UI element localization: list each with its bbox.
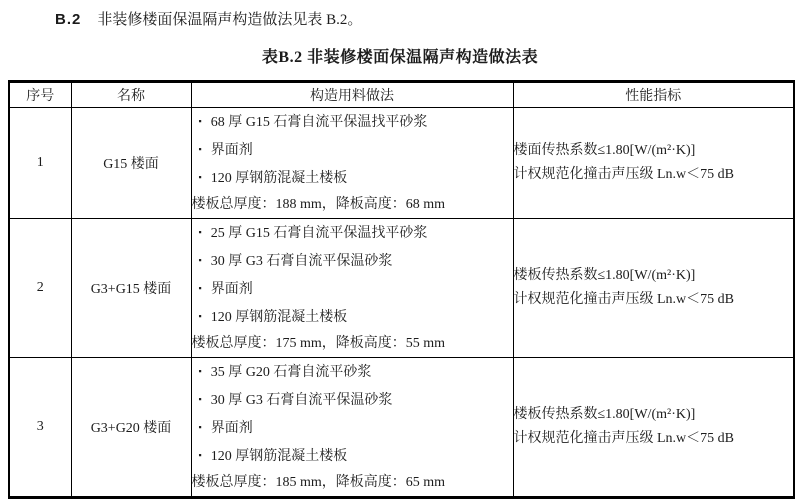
section-number: B.2: [55, 11, 82, 28]
material-line: [192, 414, 513, 442]
bullet-square-icon: ▪: [198, 366, 202, 376]
table-row: [9, 108, 794, 219]
performance-line: 计权规范化撞击声压级 Ln.w＜75 dB: [513, 431, 734, 446]
table-header-row: [9, 82, 794, 108]
cell-floor-name: G3+G20 楼面: [71, 358, 191, 498]
cell-materials: [191, 358, 513, 498]
bullet-square-icon: ▪: [198, 255, 202, 265]
header-cell-materials: 构造用料做法: [191, 82, 513, 108]
material-item: 120 厚钢筋混凝土楼板: [210, 171, 348, 186]
bullet-square-icon: ▪: [198, 227, 202, 237]
bullet-square-icon: ▪: [198, 422, 202, 432]
performance-line: 楼板传热系数≤1.80[W/(m²·K)]: [513, 268, 696, 283]
material-item: 30 厚 G3 石膏自流平保温砂浆: [210, 393, 393, 408]
cell-performance: [513, 108, 794, 219]
header-cell-performance: 性能指标: [513, 82, 794, 108]
bullet-square-icon: ▪: [198, 172, 202, 182]
material-item: 界面剂: [210, 282, 253, 297]
cell-performance: [513, 358, 794, 498]
bullet-square-icon: ▪: [198, 394, 202, 404]
material-line: [192, 136, 513, 164]
cell-row-index: 3: [9, 358, 71, 498]
performance-line: 计权规范化撞击声压级 Ln.w＜75 dB: [513, 292, 734, 307]
cell-row-index: 2: [9, 219, 71, 358]
material-item: 35 厚 G20 石膏自流平砂浆: [210, 365, 372, 380]
section-heading: [55, 8, 362, 29]
cell-floor-name: G3+G15 楼面: [71, 219, 191, 358]
material-item: 界面剂: [210, 421, 253, 436]
section-heading-text: 非装修楼面保温隔声构造做法见表 B.2。: [97, 12, 363, 28]
cell-row-index: 1: [9, 108, 71, 219]
cell-materials: [191, 219, 513, 358]
bullet-square-icon: ▪: [198, 311, 202, 321]
performance-line: 计权规范化撞击声压级 Ln.w＜75 dB: [513, 167, 734, 182]
table-row: [9, 358, 794, 498]
bullet-square-icon: ▪: [198, 144, 202, 154]
material-item: 30 厚 G3 石膏自流平保温砂浆: [210, 254, 393, 269]
material-item: 68 厚 G15 石膏自流平保温找平砂浆: [210, 115, 428, 130]
construction-table: [8, 80, 795, 499]
thickness-summary: 楼板总厚度：185 mm，降板高度：65 mm: [191, 475, 446, 490]
material-line: [192, 247, 513, 275]
performance-line: 楼板传热系数≤1.80[W/(m²·K)]: [513, 407, 696, 422]
material-line: [192, 358, 513, 386]
performance-line: 楼面传热系数≤1.80[W/(m²·K)]: [513, 143, 696, 158]
bullet-square-icon: ▪: [198, 283, 202, 293]
material-item: 界面剂: [210, 143, 253, 158]
material-line: [192, 303, 513, 331]
table-row: [9, 219, 794, 358]
cell-floor-name: G15 楼面: [71, 108, 191, 219]
material-line: [192, 275, 513, 303]
bullet-square-icon: ▪: [198, 116, 202, 126]
header-cell-index: 序号: [9, 82, 71, 108]
thickness-summary: 楼板总厚度：188 mm，降板高度：68 mm: [191, 197, 446, 212]
header-cell-name: 名称: [71, 82, 191, 108]
material-line: [192, 164, 513, 192]
table-title: 表B.2 非装修楼面保温隔声构造做法表: [261, 49, 539, 66]
thickness-summary: 楼板总厚度：175 mm，降板高度：55 mm: [191, 336, 446, 351]
material-line: [192, 386, 513, 414]
material-item: 120 厚钢筋混凝土楼板: [210, 449, 348, 464]
material-item: 25 厚 G15 石膏自流平保温找平砂浆: [210, 226, 428, 241]
material-line: [192, 219, 513, 247]
cell-materials: [191, 108, 513, 219]
cell-performance: [513, 219, 794, 358]
bullet-square-icon: ▪: [198, 450, 202, 460]
material-line: [192, 108, 513, 136]
material-line: [192, 442, 513, 470]
material-item: 120 厚钢筋混凝土楼板: [210, 310, 348, 325]
